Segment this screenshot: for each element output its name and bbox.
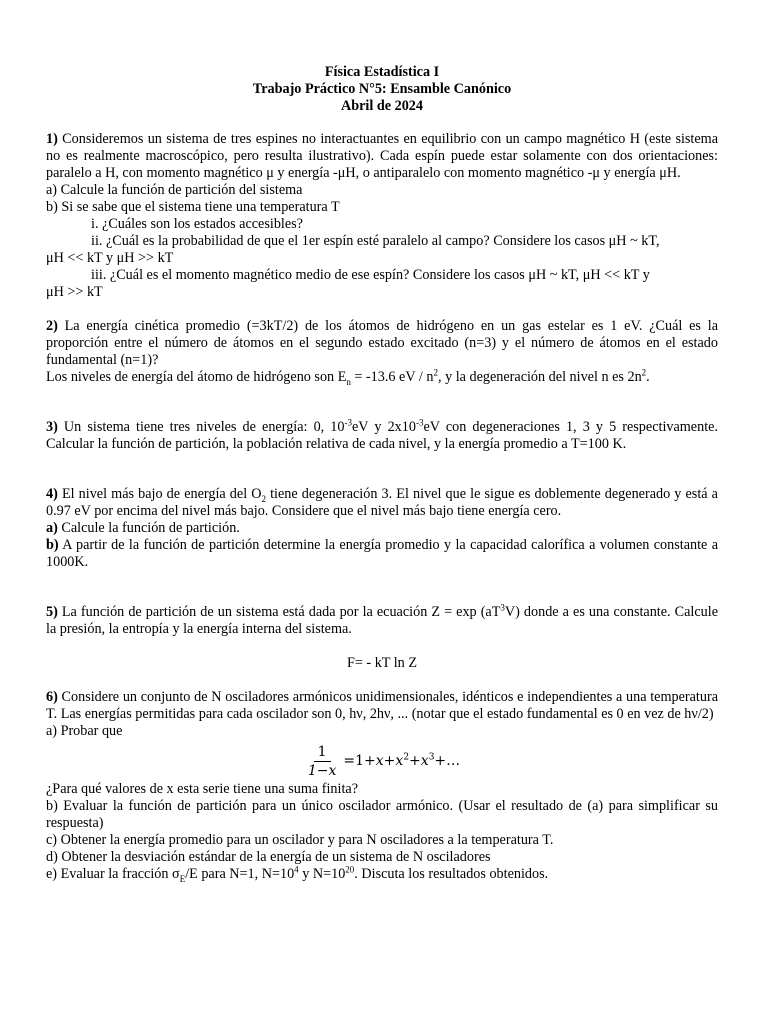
document-page xyxy=(46,64,718,883)
problem-6-e: e) Evaluar la fracción $\sigma_E/E$ para N=1, $N=10^4$ y $N=10^{20}$. Discuta los resultados obtenidos. xyxy=(46,864,549,884)
problem-2 xyxy=(46,318,718,386)
problem-4-statement: 4) El nivel más bajo de energía del $O_2$ tiene degeneración 3. El nivel que le sigue es doblemente degenerado y está a 0.97 eV por encima del nivel más bajo. Considere que el nivel más bajo tiene energía cero. xyxy=(46,486,718,519)
problem-6 xyxy=(46,689,718,883)
problem-6-c: c) Obtener la energía promedio para un oscilador y para N osciladores a la temperatura T. xyxy=(46,832,554,848)
assignment-title: Trabajo Práctico N°5: Ensamble Canónico xyxy=(252,81,512,97)
problem-1-b-iii-cont: μH >> kT xyxy=(46,284,103,300)
assignment-date: Abril de 2024 xyxy=(341,98,423,114)
problem-1-b-iii: iii. ¿Cuál es el momento magnético medio de ese espín? Considere los casos μH ~ kT, μH << kT y xyxy=(91,267,650,283)
problem-4-b: b) A partir de la función de partición determine la energía promedio y la capacidad calorífica a volumen constante a 1000K. xyxy=(46,537,718,570)
problem-number: 5) xyxy=(46,604,58,620)
course-title: Física Estadística I xyxy=(324,64,440,80)
problem-2-statement: 2) La energía cinética promedio (=3kT/2) de los átomos de hidrógeno en un gas estelar es 1 eV. ¿Cuál es la proporción entre el número de átomos en el segundo estado excitado (n=3) y el número de átomos en el estado fundamental (n=1)? xyxy=(46,318,718,368)
problem-1-b-ii: ii. ¿Cuál es la probabilidad de que el 1er espín esté paralelo al campo? Considere los casos μH ~ kT, xyxy=(91,233,660,249)
problem-4 xyxy=(46,486,718,571)
problem-number: 2) xyxy=(46,318,58,334)
series-expansion: $=1+x+x^2+x^3+\dots$ xyxy=(343,751,461,769)
problem-1 xyxy=(46,131,718,301)
problem-1-a: a) Calcule la función de partición del sistema xyxy=(46,182,303,198)
problem-number: 3) xyxy=(46,419,58,435)
geometric-series-equation xyxy=(46,741,718,781)
problem-number: 6) xyxy=(46,689,58,705)
problem-1-b: b) Si se sabe que el sistema tiene una temperatura T xyxy=(46,199,340,215)
problem-1-b-ii-cont: μH << kT y μH >> kT xyxy=(46,250,174,266)
problem-3-statement: 3) Un sistema tiene tres niveles de energía: 0, $10^{-3}eV$ y $2x10^{-3}eV$ con degeneraciones 1, 3 y 5 respectivamente. Calcular la función de partición, la población relativa de cada nivel, y la energía promedio a T=100 K. xyxy=(46,417,718,452)
problem-6-statement: 6) Considere un conjunto de N osciladores armónicos unidimensionales, idénticos e independientes a una temperatura T. Las energías permitidas para cada oscilador son 0, hν, 2hν, ... (notar que el estado fundamental es 0 en vez de hν/2) xyxy=(46,689,718,722)
problem-number: 1) xyxy=(46,131,58,147)
problem-1-b-i: i. ¿Cuáles son los estados accesibles? xyxy=(91,216,303,232)
problem-2-energy-levels: Los niveles de energía del átomo de hidrógeno son $E_n = -13.6$ eV / $n^2$, y la degeneración del nivel n es $2n^2$. xyxy=(46,367,650,387)
free-energy-formula: F= - kT ln Z xyxy=(346,655,417,671)
fraction: $\frac{1}{1-x}$ xyxy=(307,743,337,779)
document-header xyxy=(46,64,718,115)
problem-1-statement: 1) Consideremos un sistema de tres espines no interactuantes en equilibrio con un campo magnético H (este sistema no es realmente macroscópico, pero resulta ilustrativo). Cada espín puede estar solamente con dos orientaciones: paralelo a H, con momento magnético μ y energía -μH, o antiparalelo con momento magnético -μ y energía μH. xyxy=(46,131,718,181)
problem-4-a: a) Calcule la función de partición. xyxy=(46,520,240,536)
problem-3 xyxy=(46,419,718,453)
problem-5-statement: 5) La función de partición de un sistema está dada por la ecuación $Z = \exp (aT^3V)$ donde a es una constante. Calcule la presión, la entropía y la energía interna del sistema. xyxy=(46,602,718,637)
problem-6-b: b) Evaluar la función de partición para un único oscilador armónico. (Usar el resultado de (a) para simplificar su respuesta) xyxy=(46,798,718,831)
problem-6-question: ¿Para qué valores de x esta serie tiene una suma finita? xyxy=(46,781,358,797)
problem-6-a: a) Probar que xyxy=(46,723,123,739)
problem-5 xyxy=(46,604,718,672)
problem-number: 4) xyxy=(46,486,58,502)
problem-6-d: d) Obtener la desviación estándar de la energía de un sistema de N osciladores xyxy=(46,849,491,865)
